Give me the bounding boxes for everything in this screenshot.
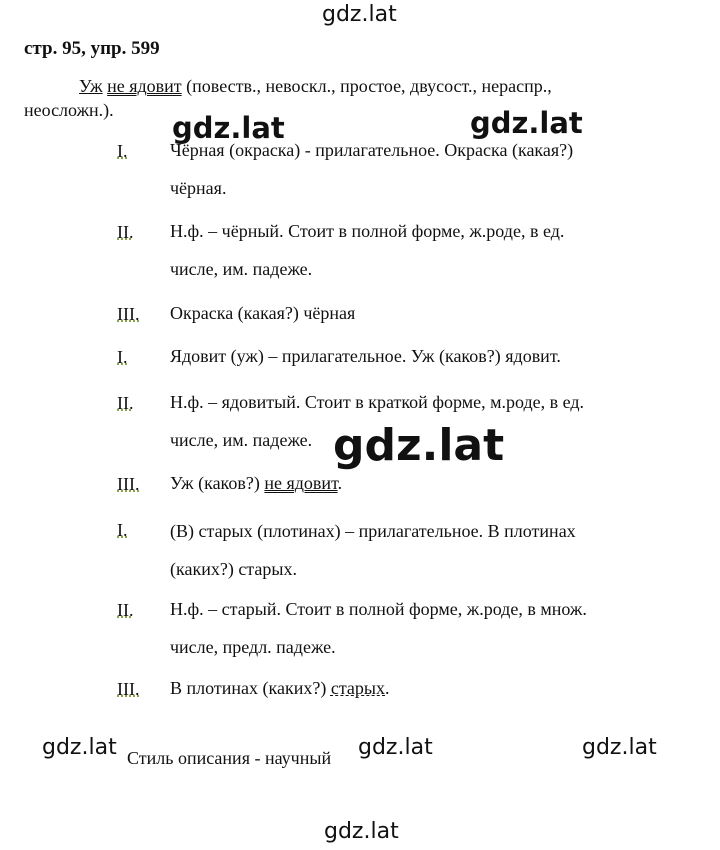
- item-text: [170, 464, 342, 502]
- item-text: [170, 383, 584, 459]
- item-line: чёрная.: [170, 178, 227, 198]
- watermark-mid-right: gdz.lat: [470, 106, 583, 140]
- item-number: I.: [117, 520, 128, 540]
- item-text-part: В плотинах (каких?): [170, 678, 331, 698]
- item-text-part: .: [337, 473, 343, 493]
- intro-rest: (повеств., невоскл., простое, двусост., нераспр.,: [181, 76, 552, 96]
- item-line: числе, им. падеже.: [170, 430, 313, 450]
- item-text: [170, 212, 564, 288]
- item-line: числе, им. падеже.: [170, 259, 313, 279]
- item-text: [170, 294, 355, 332]
- item-line: Ядовит (уж) – прилагательное. Уж (каков?) ядовит.: [170, 346, 561, 366]
- item-number: I.: [117, 141, 128, 161]
- definition-underlined: старых: [330, 678, 385, 698]
- item-text: [170, 337, 561, 375]
- item-line: Окраска (какая?) чёрная: [170, 303, 356, 323]
- item-number: I.: [117, 347, 128, 367]
- predicate-underlined: не ядовит: [264, 473, 338, 493]
- item-text: [170, 590, 587, 666]
- intro-line-2: неосложн.).: [24, 100, 114, 120]
- item-line: (каких?) старых.: [170, 559, 297, 579]
- watermark-bottom-right: gdz.lat: [582, 735, 657, 760]
- intro-line-1: [24, 74, 684, 98]
- page-title: стр. 95, упр. 599: [24, 38, 160, 59]
- watermark-bottom-left: gdz.lat: [42, 735, 117, 760]
- item-line: Н.ф. – чёрный. Стоит в полной форме, ж.роде, в ед.: [170, 221, 565, 241]
- watermark-center: gdz.lat: [333, 420, 505, 471]
- item-text-part: Уж (каков?): [170, 473, 265, 493]
- item-text: [170, 669, 390, 707]
- item-text: [170, 131, 573, 207]
- sentence-analysis: [24, 74, 684, 122]
- item-number: III.: [117, 679, 140, 699]
- subject-word: Уж: [79, 76, 103, 96]
- item-line: (В) старых (плотинах) – прилагательное. В плотинах: [170, 521, 576, 541]
- item-line: [170, 464, 342, 502]
- item-line: Чёрная (окраска) - прилагательное. Окраска (какая?): [170, 140, 574, 160]
- item-text: [170, 512, 576, 588]
- item-line: [170, 669, 390, 707]
- predicate-phrase: не ядовит: [107, 76, 182, 96]
- style-conclusion: Стиль описания - научный: [127, 748, 332, 768]
- item-number: III.: [117, 474, 140, 494]
- watermark-bottom-mid: gdz.lat: [358, 735, 433, 760]
- item-line: Н.ф. – ядовитый. Стоит в краткой форме, м.роде, в ед.: [170, 392, 585, 412]
- item-number: II.: [117, 600, 134, 620]
- item-number: II.: [117, 222, 134, 242]
- item-line: Н.ф. – старый. Стоит в полной форме, ж.роде, в множ.: [170, 599, 587, 619]
- item-number: II.: [117, 393, 134, 413]
- item-text-part: .: [385, 678, 390, 698]
- watermark-footer: gdz.lat: [324, 819, 399, 844]
- watermark-top: gdz.lat: [322, 2, 397, 27]
- item-number: III.: [117, 304, 140, 324]
- watermark-mid-left: gdz.lat: [172, 111, 285, 145]
- item-line: числе, предл. падеже.: [170, 637, 336, 657]
